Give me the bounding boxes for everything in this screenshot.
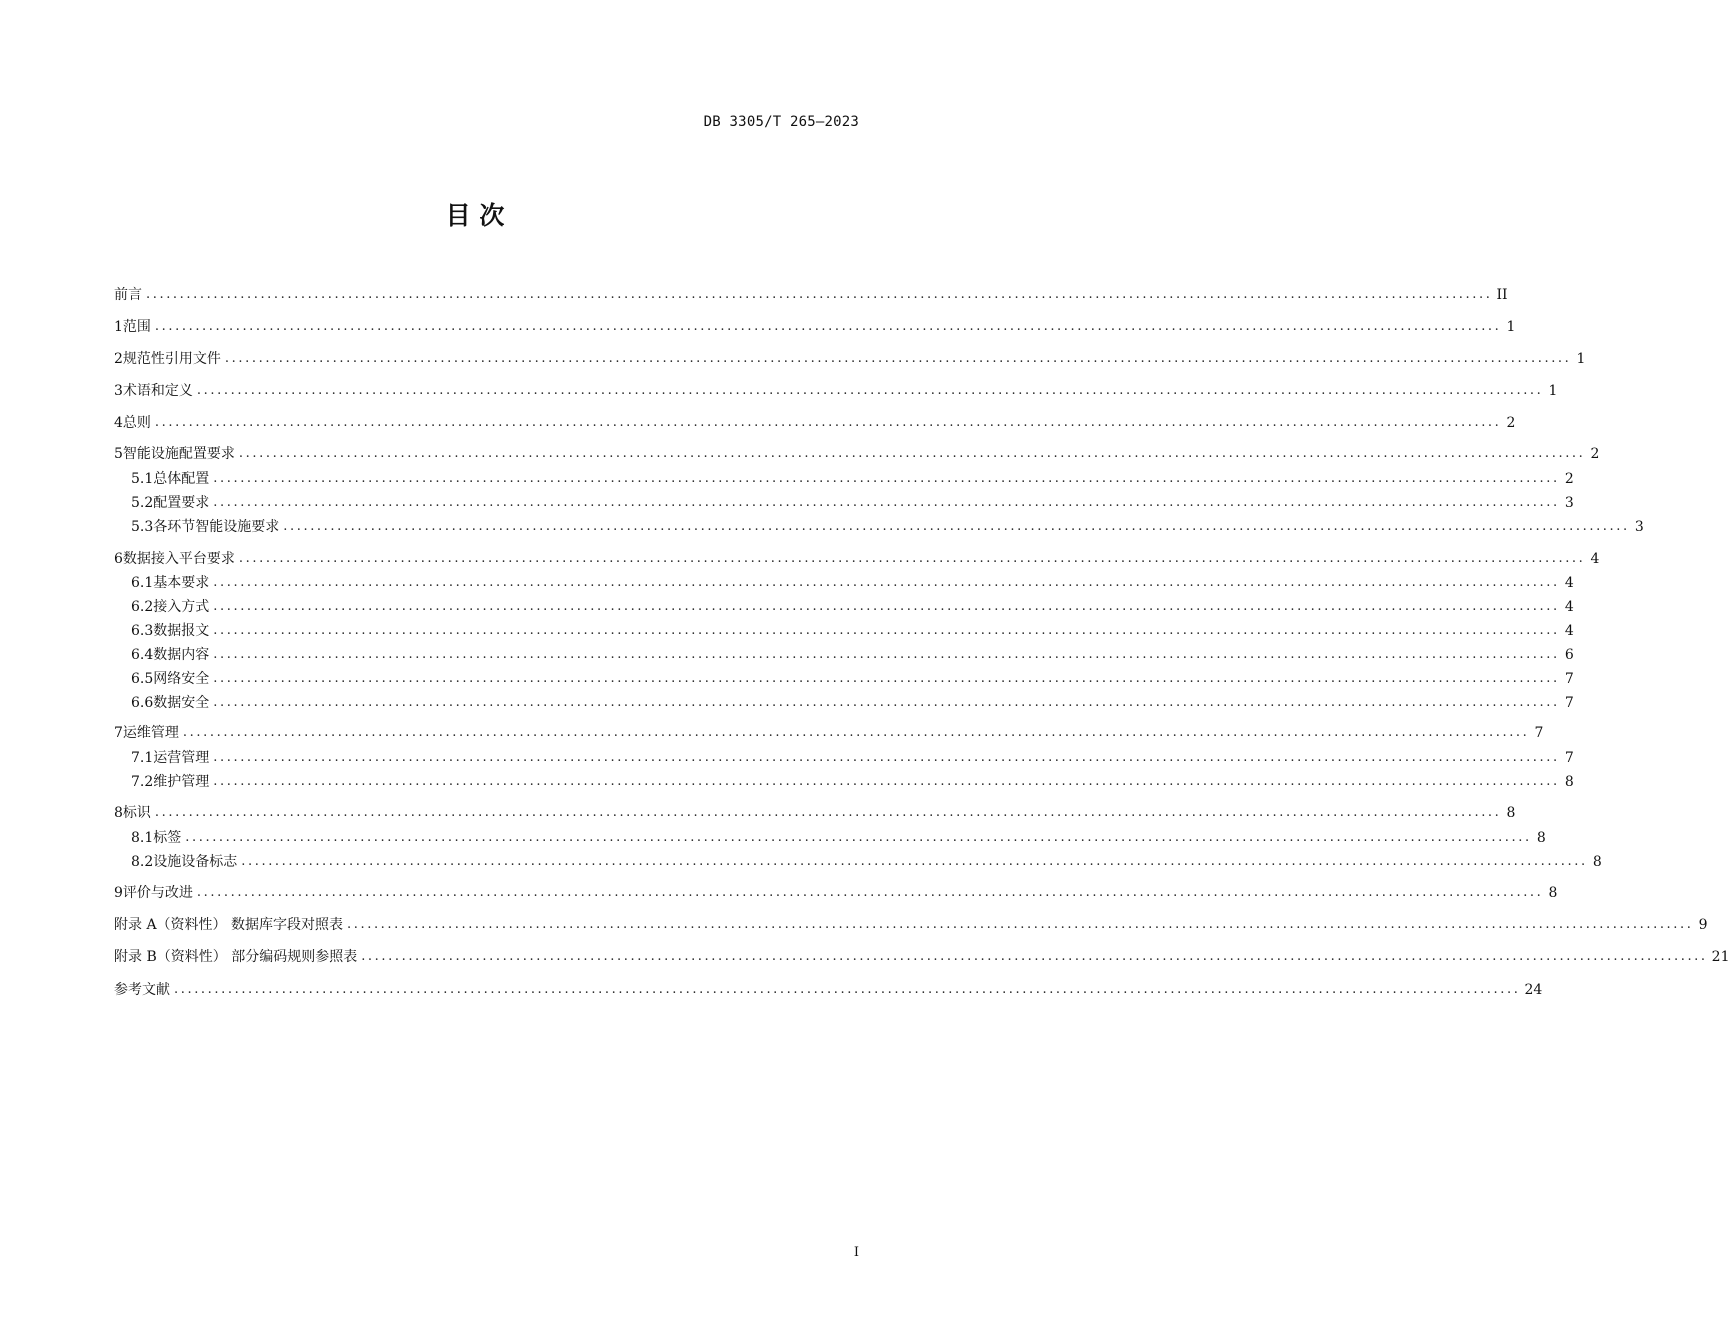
toc-leader-dots: ........................................................................................................................................................................................................	[224, 351, 1572, 366]
toc-entry-title: 数据安全	[153, 695, 210, 711]
toc-entry[interactable]	[114, 349, 1586, 369]
toc-entry-page: II	[1496, 287, 1508, 303]
toc-entry-title: 运维管理	[122, 725, 179, 741]
toc-entry-number: 7.2	[131, 774, 154, 790]
toc-entry-page: 21	[1711, 949, 1729, 965]
toc-entry-title: 数据内容	[153, 647, 210, 663]
toc-entry-title: 前言	[114, 287, 142, 303]
toc-entry[interactable]	[131, 469, 1574, 489]
toc-leader-dots: ........................................................................................................................................................................................................	[283, 519, 1630, 534]
toc-leader-dots: ........................................................................................................................................................................................................	[196, 885, 1544, 900]
toc-entry-title: 参考文献	[114, 982, 170, 998]
toc-entry[interactable]	[114, 549, 1600, 569]
toc-entry-number: 5.2	[131, 495, 154, 511]
toc-entry-number: 9	[114, 885, 123, 901]
toc-leader-dots: ........................................................................................................................................................................................................	[154, 415, 1502, 430]
toc-leader-dots: ........................................................................................................................................................................................................	[213, 471, 1560, 486]
toc-entry-title: 接入方式	[153, 599, 210, 615]
toc-leader-dots: ........................................................................................................................................................................................................	[241, 854, 1588, 869]
toc-entry-page: 7	[1534, 725, 1544, 741]
toc-entry[interactable]	[114, 381, 1558, 401]
toc-entry-number: 6	[114, 551, 123, 567]
toc-entry-title: 运营管理	[153, 750, 210, 766]
document-code: DB 3305/T 265—2023	[703, 114, 859, 130]
toc-entry-page: 7	[1564, 695, 1574, 711]
toc-entry[interactable]	[114, 915, 1708, 935]
toc-entry-number: 8.1	[131, 830, 154, 846]
toc-leader-dots: ........................................................................................................................................................................................................	[213, 671, 1560, 686]
toc-leader-dots: ........................................................................................................................................................................................................	[213, 599, 1560, 614]
toc-entry[interactable]	[114, 444, 1600, 464]
toc-entry-title: 附录 A（资料性） 数据库字段对照表	[114, 917, 344, 933]
toc-entry-page: 7	[1564, 671, 1574, 687]
toc-entry-page: 2	[1590, 446, 1600, 462]
toc-entry-page: 4	[1590, 551, 1600, 567]
toc-entry[interactable]	[114, 980, 1543, 1000]
page-number: I	[853, 1245, 859, 1260]
toc-leader-dots: ........................................................................................................................................................................................................	[185, 830, 1532, 845]
toc-entry-page: 8	[1536, 830, 1546, 846]
toc-entry-number: 8.2	[131, 854, 154, 870]
toc-entry-title: 基本要求	[153, 575, 210, 591]
toc-entry-page: 8	[1564, 774, 1574, 790]
toc-entry-page: 8	[1548, 885, 1558, 901]
toc-entry-number: 3	[114, 383, 123, 399]
toc-leader-dots: ........................................................................................................................................................................................................	[213, 695, 1560, 710]
toc-leader-dots: ........................................................................................................................................................................................................	[213, 774, 1560, 789]
toc-leader-dots: ........................................................................................................................................................................................................	[213, 623, 1560, 638]
toc-entry[interactable]	[114, 723, 1544, 743]
toc-entry[interactable]	[131, 517, 1644, 537]
toc-entry-page: 3	[1634, 519, 1644, 535]
toc-leader-dots: ........................................................................................................................................................................................................	[154, 805, 1502, 820]
toc-entry-number: 2	[114, 351, 123, 367]
toc-entry[interactable]	[131, 693, 1574, 713]
toc-entry[interactable]	[131, 772, 1574, 792]
toc-entry-page: 9	[1698, 917, 1708, 933]
toc-entry-page: 1	[1548, 383, 1558, 399]
toc-entry-title: 附录 B（资料性） 部分编码规则参照表	[114, 949, 358, 965]
toc-entry-number: 6.4	[131, 647, 154, 663]
toc-entry-number: 5.1	[131, 471, 154, 487]
toc-entry[interactable]	[131, 573, 1574, 593]
toc-entry-title: 设施设备标志	[153, 854, 238, 870]
toc-entry-page: 4	[1564, 599, 1574, 615]
toc-entry-number: 6.6	[131, 695, 154, 711]
toc-entry-page: 2	[1564, 471, 1574, 487]
toc-entry-number: 6.1	[131, 575, 154, 591]
toc-entry-title: 范围	[122, 319, 151, 335]
toc-leader-dots: ........................................................................................................................................................................................................	[146, 287, 1493, 302]
toc-entry-title: 配置要求	[153, 495, 210, 511]
toc-entry-number: 6.5	[131, 671, 154, 687]
toc-entry-page: 6	[1564, 647, 1574, 663]
toc-entry-page: 1	[1506, 319, 1516, 335]
toc-leader-dots: ........................................................................................................................................................................................................	[213, 647, 1560, 662]
toc-entry-title: 网络安全	[153, 671, 210, 687]
toc-entry[interactable]	[131, 597, 1574, 617]
toc-leader-dots: ........................................................................................................................................................................................................	[174, 982, 1521, 997]
toc-leader-dots: ........................................................................................................................................................................................................	[361, 949, 1708, 964]
toc-entry-title: 总则	[122, 415, 151, 431]
toc-entry-title: 维护管理	[153, 774, 210, 790]
toc-entry-title: 术语和定义	[122, 383, 193, 399]
toc-entry-title: 标签	[153, 830, 182, 846]
toc-leader-dots: ........................................................................................................................................................................................................	[347, 917, 1694, 932]
toc-leader-dots: ........................................................................................................................................................................................................	[213, 750, 1560, 765]
toc-entry[interactable]	[131, 645, 1574, 665]
toc-entry-page: 1	[1576, 351, 1586, 367]
toc-entry-title: 总体配置	[153, 471, 210, 487]
toc-entry-page: 8	[1592, 854, 1602, 870]
toc-entry-title: 标识	[122, 805, 151, 821]
toc-entry-title: 各环节智能设施要求	[153, 519, 280, 535]
toc-leader-dots: ........................................................................................................................................................................................................	[196, 383, 1544, 398]
toc-entry-title: 数据接入平台要求	[122, 551, 235, 567]
toc-entry-number: 5	[114, 446, 123, 462]
toc-entry-title: 数据报文	[153, 623, 210, 639]
toc-entry-number: 7	[114, 725, 123, 741]
toc-entry[interactable]	[131, 669, 1574, 689]
toc-entry-number: 8	[114, 805, 123, 821]
toc-entry-number: 6.3	[131, 623, 154, 639]
toc-entry[interactable]	[114, 317, 1516, 337]
toc-entry-number: 5.3	[131, 519, 154, 535]
toc-leader-dots: ........................................................................................................................................................................................................	[213, 495, 1560, 510]
toc-entry-title: 评价与改进	[122, 885, 193, 901]
toc-entry-page: 2	[1506, 415, 1516, 431]
toc-entry-page: 7	[1564, 750, 1574, 766]
toc-entry-title: 智能设施配置要求	[122, 446, 235, 462]
toc-leader-dots: ........................................................................................................................................................................................................	[182, 725, 1530, 740]
toc-leader-dots: ........................................................................................................................................................................................................	[213, 575, 1560, 590]
toc-entry-number: 7.1	[131, 750, 154, 766]
toc-leader-dots: ........................................................................................................................................................................................................	[154, 319, 1502, 334]
toc-entry-page: 3	[1564, 495, 1574, 511]
toc-entry-page: 4	[1564, 623, 1574, 639]
toc-entry[interactable]	[114, 883, 1558, 903]
toc-entry-page: 8	[1506, 805, 1516, 821]
toc-entry-number: 1	[114, 319, 123, 335]
toc-entry[interactable]	[131, 621, 1574, 641]
toc-entry-number: 6.2	[131, 599, 154, 615]
toc-entry-page: 4	[1564, 575, 1574, 591]
toc-entry[interactable]	[131, 748, 1574, 768]
toc-leader-dots: ........................................................................................................................................................................................................	[238, 446, 1586, 461]
toc-entry[interactable]	[114, 285, 1508, 305]
toc-entry-page: 24	[1524, 982, 1543, 998]
toc-entry[interactable]	[131, 493, 1574, 513]
toc-entry[interactable]	[114, 947, 1729, 967]
toc-entry[interactable]	[114, 803, 1516, 823]
toc-entry[interactable]	[114, 413, 1516, 433]
toc-entry-title: 规范性引用文件	[122, 351, 221, 367]
toc-leader-dots: ........................................................................................................................................................................................................	[238, 551, 1586, 566]
toc-entry-number: 4	[114, 415, 123, 431]
toc-title: 目 次	[445, 201, 505, 230]
toc-entry[interactable]	[131, 852, 1602, 872]
toc-entry[interactable]	[131, 828, 1546, 848]
